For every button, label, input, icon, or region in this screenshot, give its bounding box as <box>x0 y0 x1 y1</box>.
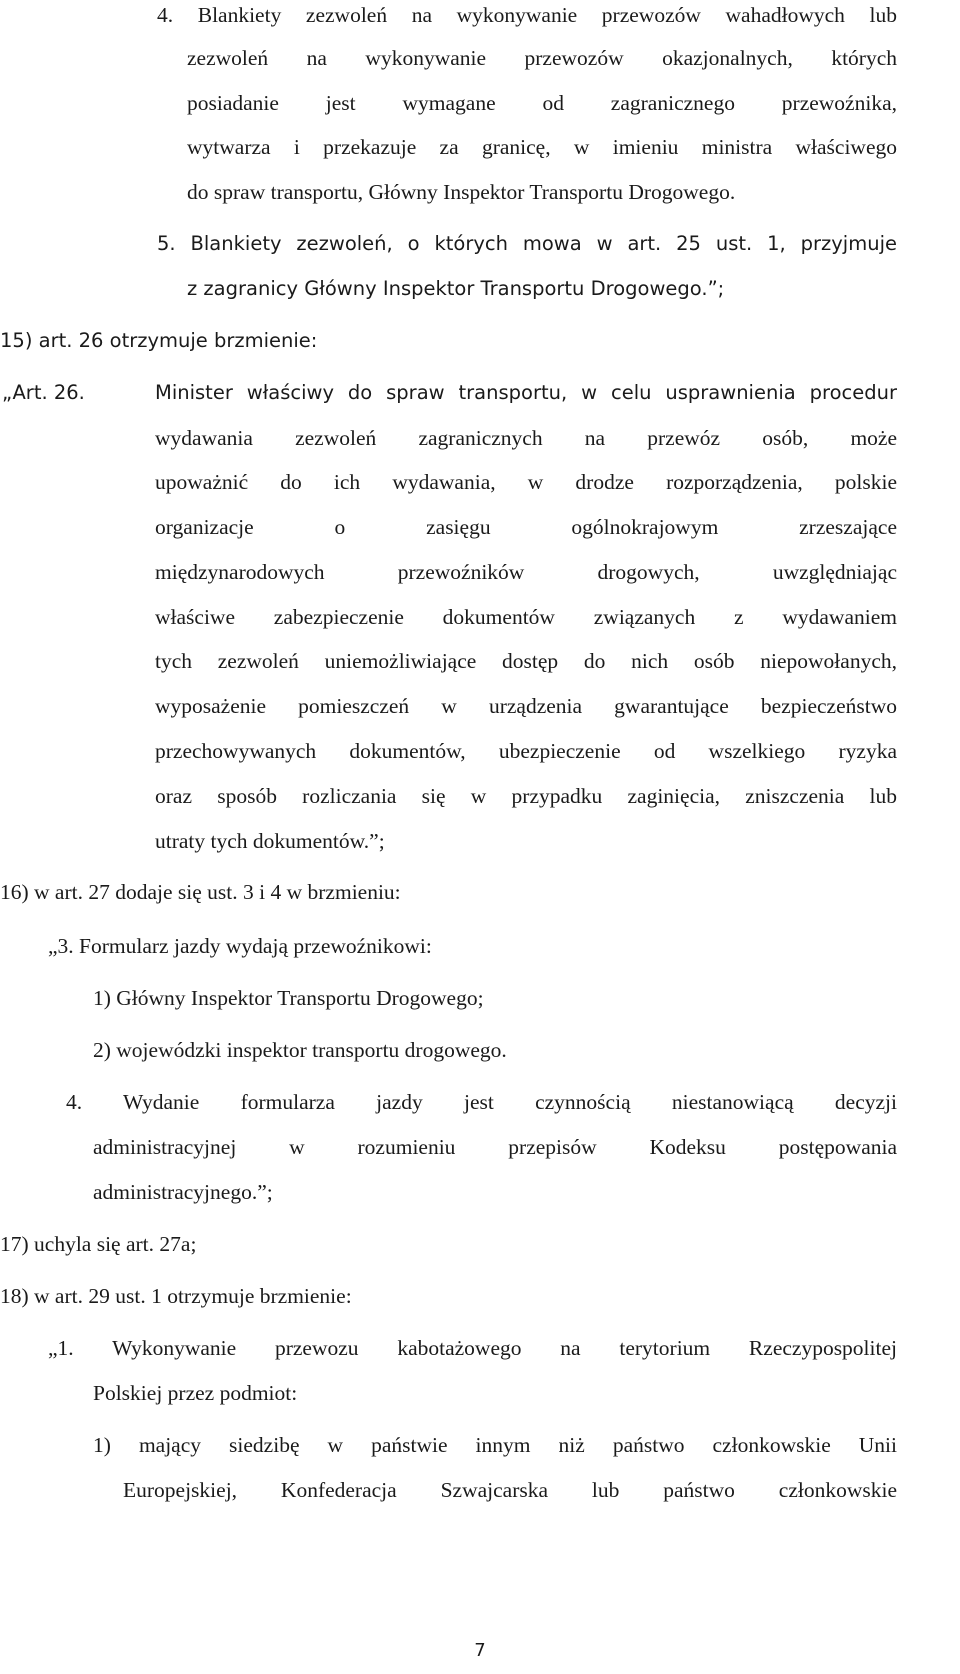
page-number: 7 <box>474 1640 486 1661</box>
paragraph-line: 4. Blankiety zezwoleń na wykonywanie przewozów wahadłowych lub <box>157 3 897 27</box>
paragraph-line: tych zezwoleń uniemożliwiające dostęp do nich osób niepowołanych, <box>155 649 897 673</box>
list-item-18: 18) w art. 29 ust. 1 otrzymuje brzmienie: <box>0 1284 352 1308</box>
paragraph-line: Europejskiej, Konfederacja Szwajcarska lub państwo członkowskie <box>123 1478 897 1502</box>
article-heading: „Art. 26. <box>2 381 85 404</box>
sub-list-item: 2) wojewódzki inspektor transportu drogowego. <box>93 1038 507 1062</box>
paragraph-line: administracyjnej w rozumieniu przepisów Kodeksu postępowania <box>93 1135 897 1159</box>
paragraph-line: przechowywanych dokumentów, ubezpieczenie od wszelkiego ryzyka <box>155 739 897 763</box>
paragraph-line: „1. Wykonywanie przewozu kabotażowego na terytorium Rzeczypospolitej <box>48 1336 897 1360</box>
paragraph-line: 5. Blankiety zezwoleń, o których mowa w art. 25 ust. 1, przyjmuje <box>157 232 897 255</box>
paragraph-line: utraty tych dokumentów.”; <box>155 829 385 853</box>
paragraph-line: do spraw transportu, Główny Inspektor Transportu Drogowego. <box>187 180 736 204</box>
paragraph-line: oraz sposób rozliczania się w przypadku zaginięcia, zniszczenia lub <box>155 784 897 808</box>
list-item-17: 17) uchyla się art. 27a; <box>0 1232 197 1256</box>
paragraph-line: upoważnić do ich wydawania, w drodze rozporządzenia, polskie <box>155 470 897 494</box>
paragraph-line: organizacje o zasięgu ogólnokrajowym zrzeszające <box>155 515 897 539</box>
paragraph-line: Minister właściwy do spraw transportu, w celu usprawnienia procedur <box>155 381 897 404</box>
paragraph-line: wytwarza i przekazuje za granicę, w imieniu ministra właściwego <box>187 135 897 159</box>
paragraph-line: właściwe zabezpieczenie dokumentów związanych z wydawaniem <box>155 605 897 629</box>
paragraph-line: z zagranicy Główny Inspektor Transportu Drogowego.”; <box>187 277 725 300</box>
sub-list-item: 1) mający siedzibę w państwie innym niż państwo członkowskie Unii <box>93 1433 897 1457</box>
paragraph-line: 4. Wydanie formularza jazdy jest czynnością niestanowiącą decyzji <box>66 1090 897 1114</box>
paragraph-line: „3. Formularz jazdy wydają przewoźnikowi: <box>48 934 432 958</box>
paragraph-line: posiadanie jest wymagane od zagranicznego przewoźnika, <box>187 91 897 115</box>
paragraph-line: wyposażenie pomieszczeń w urządzenia gwarantujące bezpieczeństwo <box>155 694 897 718</box>
paragraph-line: zezwoleń na wykonywanie przewozów okazjonalnych, których <box>187 46 897 70</box>
list-item-16: 16) w art. 27 dodaje się ust. 3 i 4 w brzmieniu: <box>0 880 401 904</box>
paragraph-line: wydawania zezwoleń zagranicznych na przewóz osób, może <box>155 426 897 450</box>
paragraph-line: międzynarodowych przewoźników drogowych, uwzględniając <box>155 560 897 584</box>
list-item-15: 15) art. 26 otrzymuje brzmienie: <box>0 329 318 352</box>
paragraph-line: Polskiej przez podmiot: <box>93 1381 298 1405</box>
sub-list-item: 1) Główny Inspektor Transportu Drogowego; <box>93 986 484 1010</box>
paragraph-line: administracyjnego.”; <box>93 1180 273 1204</box>
